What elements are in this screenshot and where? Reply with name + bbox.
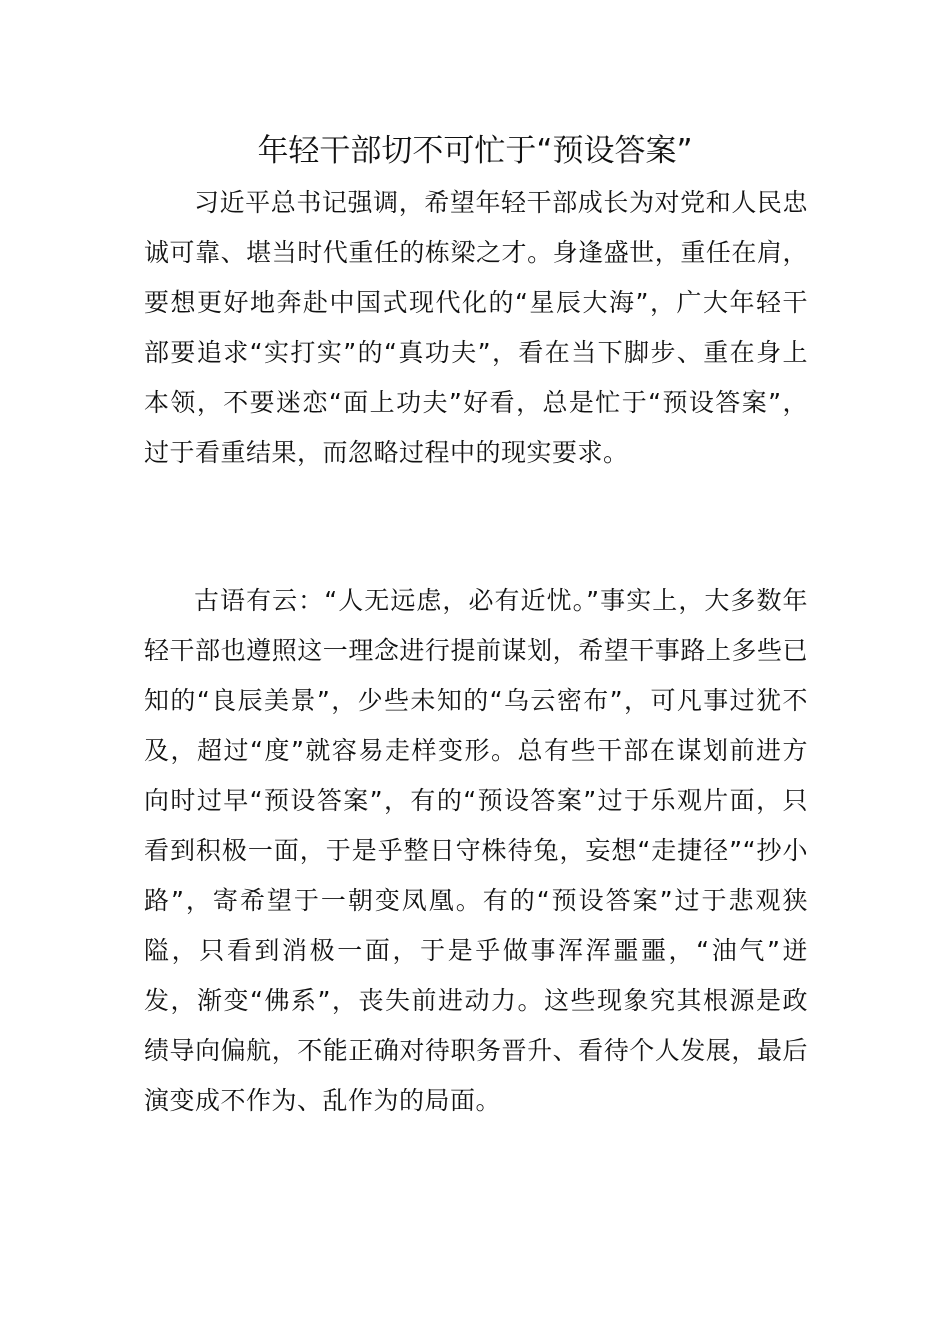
paragraph-1: 习近平总书记强调，希望年轻干部成长为对党和人民忠诚可靠、堪当时代重任的栋梁之才。身逢盛世，重任在肩，要想更好地奔赴中国式现代化的“星辰大海”，广大年轻干部要追求“实打实”的“真功夫”，看在当下脚步、重在身上本领，不要迷恋“面上功夫”好看，总是忙于“预设答案”，过于看重结果，而忽略过程中的现实要求。 bbox=[144, 188, 808, 467]
document-title: 年轻干部切不可忙于“预设答案” bbox=[257, 133, 693, 169]
paragraph-2: 古语有云：“人无远虑，必有近忧。”事实上，大多数年轻干部也遵照这一理念进行提前谋划，希望干事路上多些已知的“良辰美景”，少些未知的“乌云密布”，可凡事过犹不及，超过“度”就容易走样变形。总有些干部在谋划前进方向时过早“预设答案”，有的“预设答案”过于乐观片面，只看到积极一面，于是乎整日守株待兔，妄想“走捷径”“抄小路”，寄希望于一朝变凤凰。有的“预设答案”过于悲观狭隘，只看到消极一面，于是乎做事浑浑噩噩，“油气”迸发，渐变“佛系”，丧失前进动力。这些现象究其根源是政绩导向偏航，不能正确对待职务晋升、看待个人发展，最后演变成不作为、乱作为的局面。 bbox=[144, 586, 808, 1115]
